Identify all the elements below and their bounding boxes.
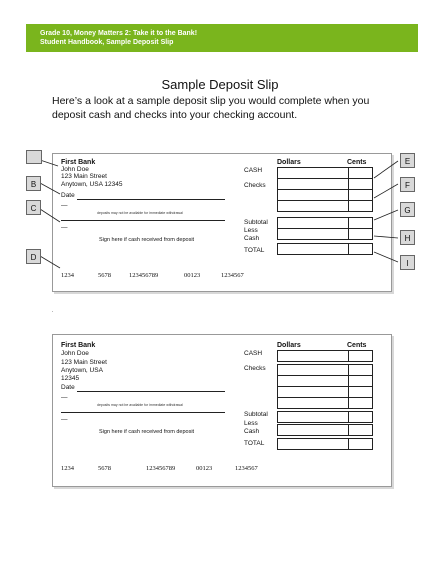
availability-notice: deposits may not be available for immediate withdrawal (97, 403, 183, 407)
callout-g: G (400, 202, 415, 217)
account-holder-name: John Doe (61, 166, 89, 173)
callout-b: B (26, 176, 41, 191)
less-label: Less (244, 420, 258, 427)
bank-name: First Bank (61, 159, 96, 166)
callout-h: H (400, 230, 415, 245)
deposit-slip-sample (52, 153, 392, 292)
amount-row-total (277, 438, 373, 450)
amount-row-check (277, 189, 373, 201)
address-line-3: 12345 (61, 375, 80, 382)
deposit-slip-blank (52, 334, 392, 487)
amount-row-check (277, 178, 373, 190)
page-title: Sample Deposit Slip (161, 77, 279, 92)
amount-row-total (277, 243, 373, 255)
callout-c: C (26, 200, 41, 215)
date-label: Date (61, 192, 75, 199)
header-banner (26, 24, 418, 52)
less-cash-label: Cash (244, 235, 260, 242)
micr-check: 00123 (184, 272, 201, 279)
micr-routing-1: 1234 (61, 272, 74, 279)
separator-mark: . (52, 308, 54, 314)
cents-header: Cents (347, 342, 367, 349)
amount-row-check (277, 397, 373, 409)
cash-label: CASH (244, 350, 263, 357)
address-line-1: 123 Main Street (61, 359, 107, 366)
callout-f: F (400, 177, 415, 192)
less-label: Less (244, 227, 258, 234)
less-cash-label: Cash (244, 428, 260, 435)
callout-blank (26, 150, 42, 164)
cents-header: Cents (347, 159, 367, 166)
entry-dash: — (61, 416, 68, 423)
intro-text: Here’s a look at a sample deposit slip you would complete when you deposit cash and checks into your checking account. (52, 95, 370, 121)
date-line (77, 199, 225, 200)
subtotal-label: Subtotal (244, 219, 268, 226)
amount-row-subtotal (277, 217, 373, 229)
amount-row-check (277, 375, 373, 387)
signature-instruction: Sign here if cash received from deposit (99, 429, 195, 435)
checks-label: Checks (244, 365, 266, 372)
amount-row-check (277, 200, 373, 212)
dollars-header: Dollars (277, 159, 301, 166)
signature-instruction: Sign here if cash received from deposit (99, 237, 195, 243)
amount-row-less-cash (277, 424, 373, 436)
amount-row-cash (277, 350, 373, 362)
bank-name: First Bank (61, 342, 96, 349)
entry-dash: — (61, 202, 68, 209)
micr-routing-2: 5678 (98, 272, 111, 279)
amount-row-cash (277, 167, 373, 179)
address-line-1: 123 Main Street (61, 173, 107, 180)
dollars-header: Dollars (277, 342, 301, 349)
total-label: TOTAL (244, 440, 265, 447)
date-line (77, 391, 225, 392)
callout-i: I (400, 255, 415, 270)
amount-row-check (277, 386, 373, 398)
address-line-2: Anytown, USA (61, 367, 103, 374)
micr-routing-1: 1234 (61, 465, 74, 472)
micr-routing-2: 5678 (98, 465, 111, 472)
date-label: Date (61, 384, 75, 391)
account-holder-name: John Doe (61, 350, 89, 357)
micr-check: 00123 (196, 465, 213, 472)
micr-account: 123456789 (129, 272, 159, 279)
callout-e: E (400, 153, 415, 168)
cash-label: CASH (244, 167, 263, 174)
callout-d: D (26, 249, 41, 264)
entry-dash: — (61, 224, 68, 231)
checks-label: Checks (244, 182, 266, 189)
micr-account: 123456789 (146, 465, 176, 472)
signature-line (61, 220, 225, 221)
header-line-1: Grade 10, Money Matters 2: Take it to the Bank! (40, 30, 198, 37)
subtotal-label: Subtotal (244, 411, 268, 418)
header-line-2: Student Handbook, Sample Deposit Slip (40, 39, 174, 46)
amount-row-subtotal (277, 411, 373, 423)
amount-row-check (277, 364, 373, 376)
address-line-2: Anytown, USA 12345 (61, 181, 123, 188)
signature-line (61, 412, 225, 413)
micr-number: 1234567 (235, 465, 258, 472)
entry-dash: — (61, 394, 68, 401)
amount-row-less-cash (277, 228, 373, 240)
availability-notice: deposits may not be available for immediate withdrawal (97, 211, 183, 215)
micr-number: 1234567 (221, 272, 244, 279)
total-label: TOTAL (244, 247, 265, 254)
